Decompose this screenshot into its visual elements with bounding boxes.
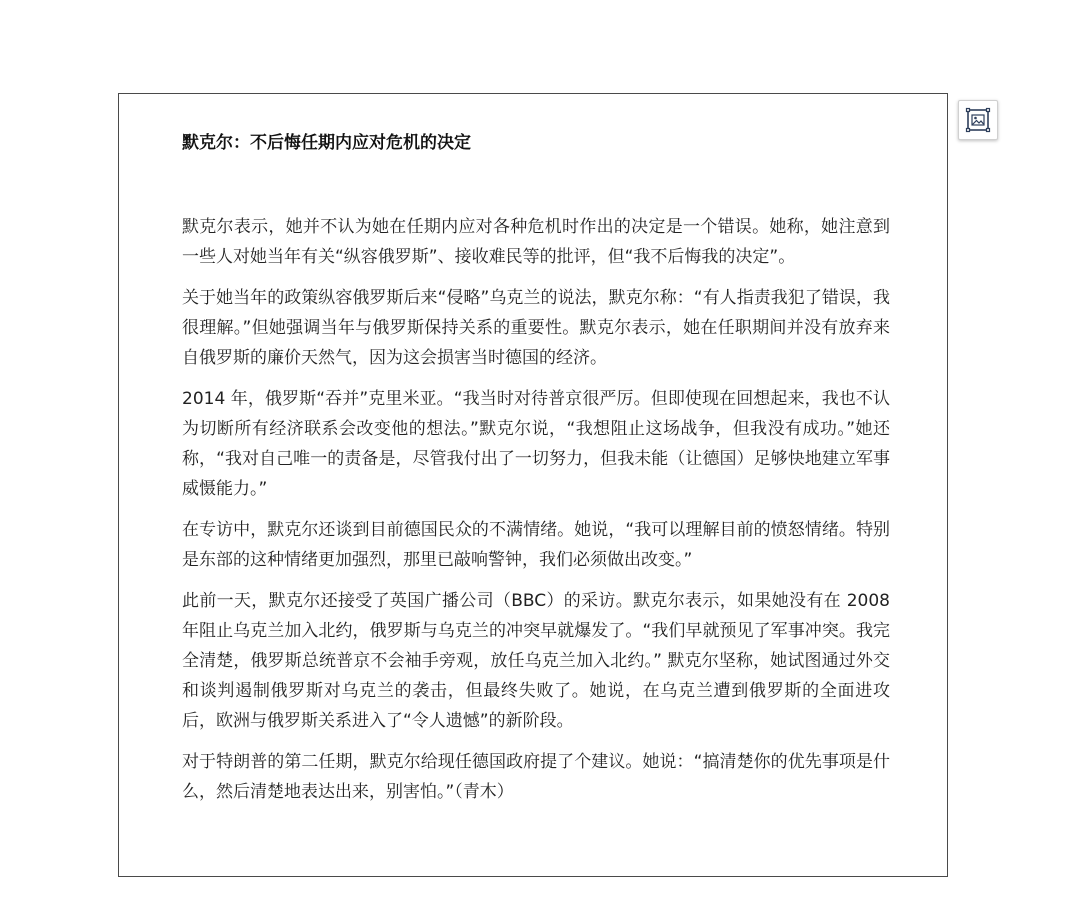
article-body — [182, 212, 890, 818]
image-layout-button[interactable] — [958, 100, 998, 140]
document-page[interactable] — [118, 93, 948, 877]
article-paragraph: 在专访中，默克尔还谈到目前德国民众的不满情绪。她说，“我可以理解目前的愤怒情绪。特别是东部的这种情绪更加强烈，那里已敲响警钟，我们必须做出改变。” — [182, 520, 890, 570]
article-title: 默克尔：不后悔任期内应对危机的决定 — [182, 133, 471, 153]
article-paragraph: 关于她当年的政策纵容俄罗斯后来“侵略”乌克兰的说法，默克尔称：“有人指责我犯了错误，我很理解。”但她强调当年与俄罗斯保持关系的重要性。默克尔表示，她在任职期间并没有放弃来自俄罗斯的廉价天然气，因为这会损害当时德国的经济。 — [182, 288, 890, 368]
article-paragraph: 默克尔表示，她并不认为她在任期内应对各种危机时作出的决定是一个错误。她称，她注意到一些人对她当年有关“纵容俄罗斯”、接收难民等的批评，但“我不后悔我的决定”。 — [182, 217, 890, 267]
image-frame-icon — [965, 107, 991, 133]
article-paragraph: 2014 年，俄罗斯“吞并”克里米亚。“我当时对待普京很严厉。但即使现在回想起来，我也不认为切断所有经济联系会改变他的想法。”默克尔说，“我想阻止这场战争，但我没有成功。”她还称，“我对自己唯一的责备是，尽管我付出了一切努力，但我未能（让德国）足够快地建立军事威慑能力。” — [182, 389, 890, 499]
article-paragraph: 此前一天，默克尔还接受了英国广播公司（BBC）的采访。默克尔表示，如果她没有在 2008 年阻止乌克兰加入北约，俄罗斯与乌克兰的冲突早就爆发了。“我们早就预见了军事冲突。我完全清楚，俄罗斯总统普京不会袖手旁观，放任乌克兰加入北约。” 默克尔坚称，她试图通过外交和谈判遏制俄罗斯对乌克兰的袭击，但最终失败了。她说，在乌克兰遭到俄罗斯的全面进攻后，欧洲与俄罗斯关系进入了“令人遗憾”的新阶段。 — [182, 591, 890, 731]
article-paragraph: 对于特朗普的第二任期，默克尔给现任德国政府提了个建议。她说：“搞清楚你的优先事项是什么，然后清楚地表达出来，别害怕。”（青木） — [182, 752, 890, 802]
